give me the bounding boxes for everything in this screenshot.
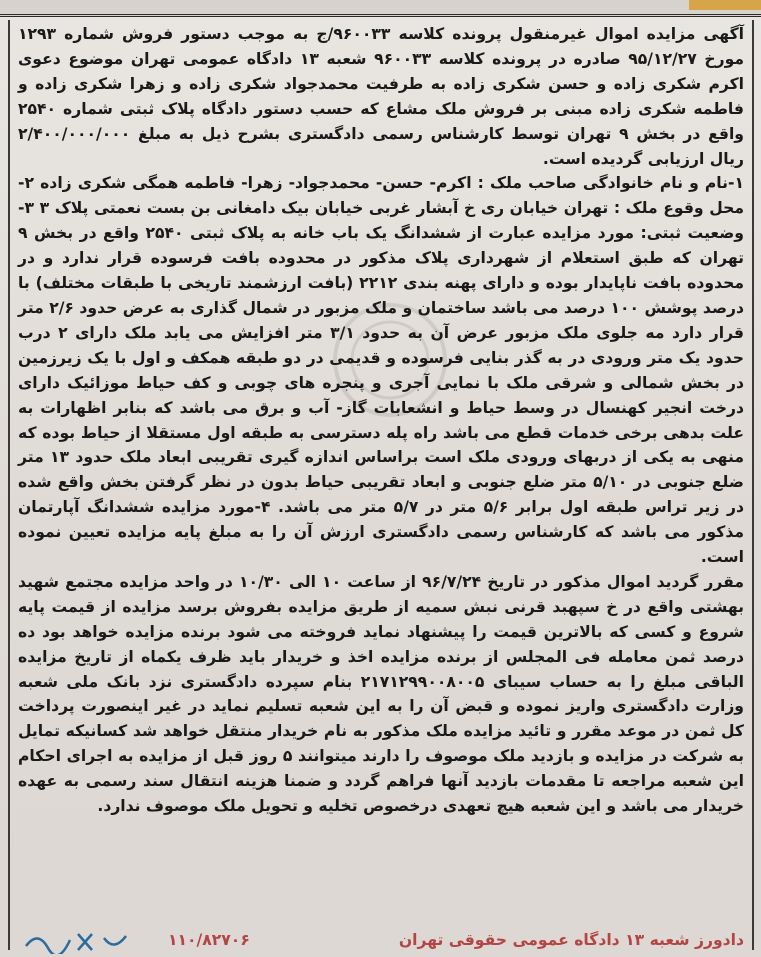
notice-code: ۱۱۰/۸۲۷۰۶ [168,931,250,949]
auction-notice [18,22,744,819]
notice-paragraph-details: ۱-نام و نام خانوادگی صاحب ملک : اکرم- حسن- محمدجواد- زهرا- فاطمه همگی شکری زاده ۲-محل وقوع ملک : تهران خیابان ری خ آبشار غربی خیابان بیک دامغانی بن بست نعمتی پلاک ۳ ۳- وضعیت ثبتی: مورد مزایده عبارت از ششدانگ یک باب خانه به پلاک ثبتی ۲۵۴۰ واقع در بخش ۹ تهران که طبق استعلام از شهرداری پلاک مذکور در محدوده بافت فرسوده قرار ندارد و در محدوده بافت ناپایدار بوده و دارای پهنه بندی ۲۲۱۲ (بافت ارزشمند تاریخی با طبقات مختلف) با درصد پوشش ۱۰۰ درصد می باشد ساختمان و ملک مزبور در شمال گذاری به عرض حدود ۲/۶ متر قرار دارد مه جلوی ملک مزبور عرض آن به حدود ۳/۱ متر افزایش می یابد ملک دارای ۲ درب حدود یک متر ورودی در به گذر بنایی فرسوده و قدیمی در دو طبقه همکف و اول با یک زیرزمین در بخش شمالی و شرقی ملک با نمایی آجری و پنجره های چوبی و کف حیاط موزائیک دارای درخت انجیر کهنسال در وسط حیاط و انشعابات گاز- آب و برق می باشد که بنابر اظهارات به علت بدهی برخی خدمات قطع می باشد راه پله دسترسی به طبقه اول مستقلا از حیاط بوده که منهی به یکی از دربهای ورودی ملک است براساس اندازه گیری تقریبی ابعاد ملک حدود ۱۳ متر ضلع جنوبی در ۵/۱۰ متر ضلع جنوبی و ابعاد تقریبی حیاط بدون در نظر گرفتن بخش واقع شده در زیر تراس طبقه اول برابر ۵/۶ متر در ۵/۷ متر می باشد. ۴-مورد مزایده ششدانگ آپارتمان مذکور می باشد که کارشناس رسمی دادگستری ارزش آن را به مبلغ پایه مزایده تعیین نموده است. [18,174,745,567]
top-border [0,0,761,17]
notice-paragraph-terms: مقرر گردید اموال مذکور در تاریخ ۹۶/۷/۲۴ از ساعت ۱۰ الی ۱۰/۳۰ در واحد مزایده مجتمع شهید بهشتی واقع در خ سپهبد قرنی نبش سمیه از طریق مزایده بفروش برسد مزایده از قیمت پایه شروع و کسی که بالاترین قیمت را پیشنهاد نماید فروخته می شود برنده مزایده خواهد بود ده درصد ثمن معامله فی المجلس از برنده مزایده اخذ و خریدار باید ظرف یکماه از تاریخ مزایده الباقی مبلغ را به حساب سیبای ۲۱۷۱۲۹۹۰۰۸۰۰۵ بنام سپرده دادگستری نزد بانک ملی شعبه وزارت دادگستری واریز نموده و قبض آن را به این شعبه تسلیم نماید در غیر اینصورت پرداخت کل ثمن در موعد مقرر و تائید مزایده ملک مذکور به نام خریدار منتقل خواهد شد کسانیکه تمایل به شرکت در مزایده و بازدید ملک موصوف را دارند میتوانند ۵ روز قبل از مزایده به اجرای احکام این شعبه مراجعه تا مقدمات بازدید آنها فراهم گردد و ضمنا هزینه انتقال سند رسمی به عهده خریدار می باشد و این شعبه هیچ تعهدی درخصوص تخلیه و تحویل ملک موصوف ندارد. [18,572,745,816]
handwritten-signature [18,926,138,954]
notice-paragraph-intro: آگهی مزایده اموال غیرمنقول پرونده کلاسه ۹۶۰۰۳۳/ج به موجب دستور فروش شماره ۱۲۹۳ مورخ ۹۵/۱۲/۲۷ صادره در پرونده کلاسه ۹۶۰۰۳۳ شعبه ۱۳ دادگاه عمومی تهران موضوع دعوی اکرم شکری زاده و حسن شکری زاده به طرفیت محمدجواد شکری زاده و زهرا شکری زاده و فاطمه شکری زاده مبنی بر فروش ملک مشاع که حسب دستور دادگاه پلاک ثبتی شماره ۲۵۴۰ واقع در بخش ۹ تهران توسط کارشناس رسمی دادگستری بشرح ذیل به مبلغ ۲/۴۰۰/۰۰۰/۰۰۰ ریال ارزیابی گردیده است. [18,25,745,168]
notice-footer [18,926,744,954]
court-signature-line: دادورز شعبه ۱۳ دادگاه عمومی حقوقی تهران [398,931,744,949]
section-tag [689,0,761,10]
